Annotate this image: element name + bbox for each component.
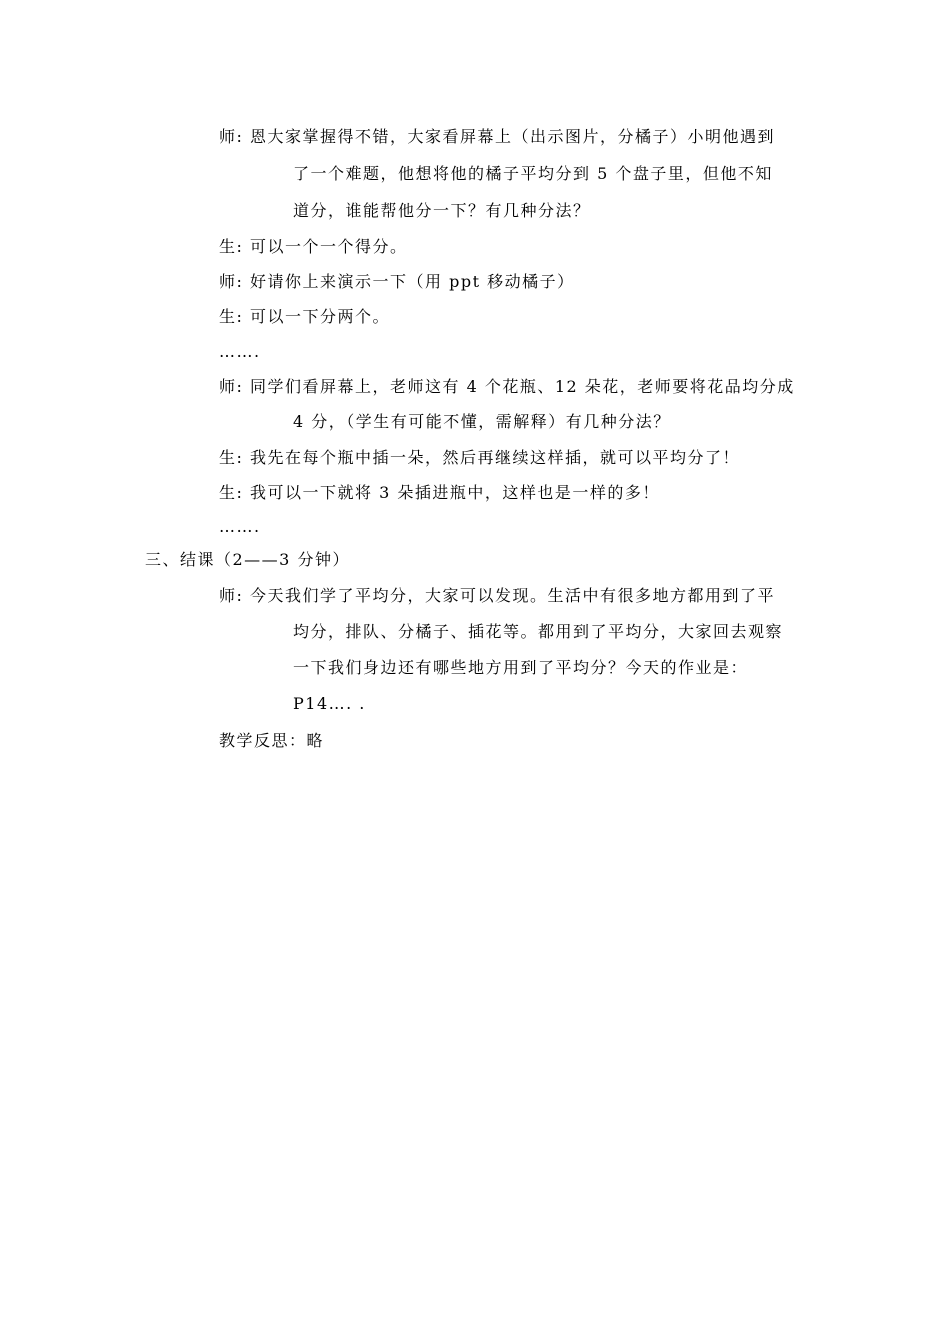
dialogue-teacher-3	[219, 377, 795, 397]
dialogue-text: 同学们看屏幕上，老师这有 4 个花瓶、12 朵花，老师要将花品均分成	[250, 377, 795, 396]
dialogue-continuation: 4 分，（学生有可能不懂，需解释）有几种分法？	[293, 412, 671, 431]
dialogue-text: 可以一个一个得分。	[250, 237, 408, 256]
dialogue-teacher-4	[219, 586, 775, 606]
dialogue-continuation: 了一个难题，他想将他的橘子平均分到 5 个盘子里，但他不知	[293, 164, 773, 183]
dialogue-text: 今天我们学了平均分，大家可以发现。生活中有很多地方都用到了平	[250, 586, 776, 605]
dialogue-teacher-2	[219, 272, 575, 292]
ellipsis: …….	[219, 342, 261, 361]
speaker-label: 师:	[219, 377, 244, 396]
dialogue-student-2	[219, 307, 390, 327]
dialogue-text: 我先在每个瓶中插一朵，然后再继续这样插，就可以平均分了！	[250, 448, 741, 467]
speaker-label: 师:	[219, 127, 244, 146]
section-heading: 三、结课（2——3 分钟）	[145, 550, 350, 569]
speaker-label: 师:	[219, 272, 244, 291]
dialogue-text: 好请你上来演示一下（用 ppt 移动橘子）	[250, 272, 575, 291]
speaker-label: 生:	[219, 483, 244, 502]
ellipsis: …….	[219, 517, 261, 536]
dialogue-text: 恩大家掌握得不错，大家看屏幕上（出示图片，分橘子）小明他遇到	[250, 127, 776, 146]
dialogue-student-1	[219, 237, 408, 257]
dialogue-text: 可以一下分两个。	[250, 307, 391, 326]
dialogue-teacher-1	[219, 127, 775, 147]
speaker-label: 生:	[219, 237, 244, 256]
speaker-label: 生:	[219, 448, 244, 467]
dialogue-student-4	[219, 483, 660, 503]
dialogue-continuation: 一下我们身边还有哪些地方用到了平均分？今天的作业是：	[293, 658, 749, 677]
dialogue-continuation: P14…. .	[293, 694, 366, 713]
speaker-label: 师:	[219, 586, 244, 605]
dialogue-student-3	[219, 448, 740, 468]
dialogue-text: 我可以一下就将 3 朵插进瓶中，这样也是一样的多！	[250, 483, 660, 502]
dialogue-continuation: 均分，排队、分橘子、插花等。都用到了平均分，大家回去观察	[293, 622, 784, 641]
speaker-label: 生:	[219, 307, 244, 326]
dialogue-continuation: 道分，谁能帮他分一下？有几种分法？	[293, 201, 591, 220]
teaching-reflection: 教学反思：略	[219, 731, 325, 750]
